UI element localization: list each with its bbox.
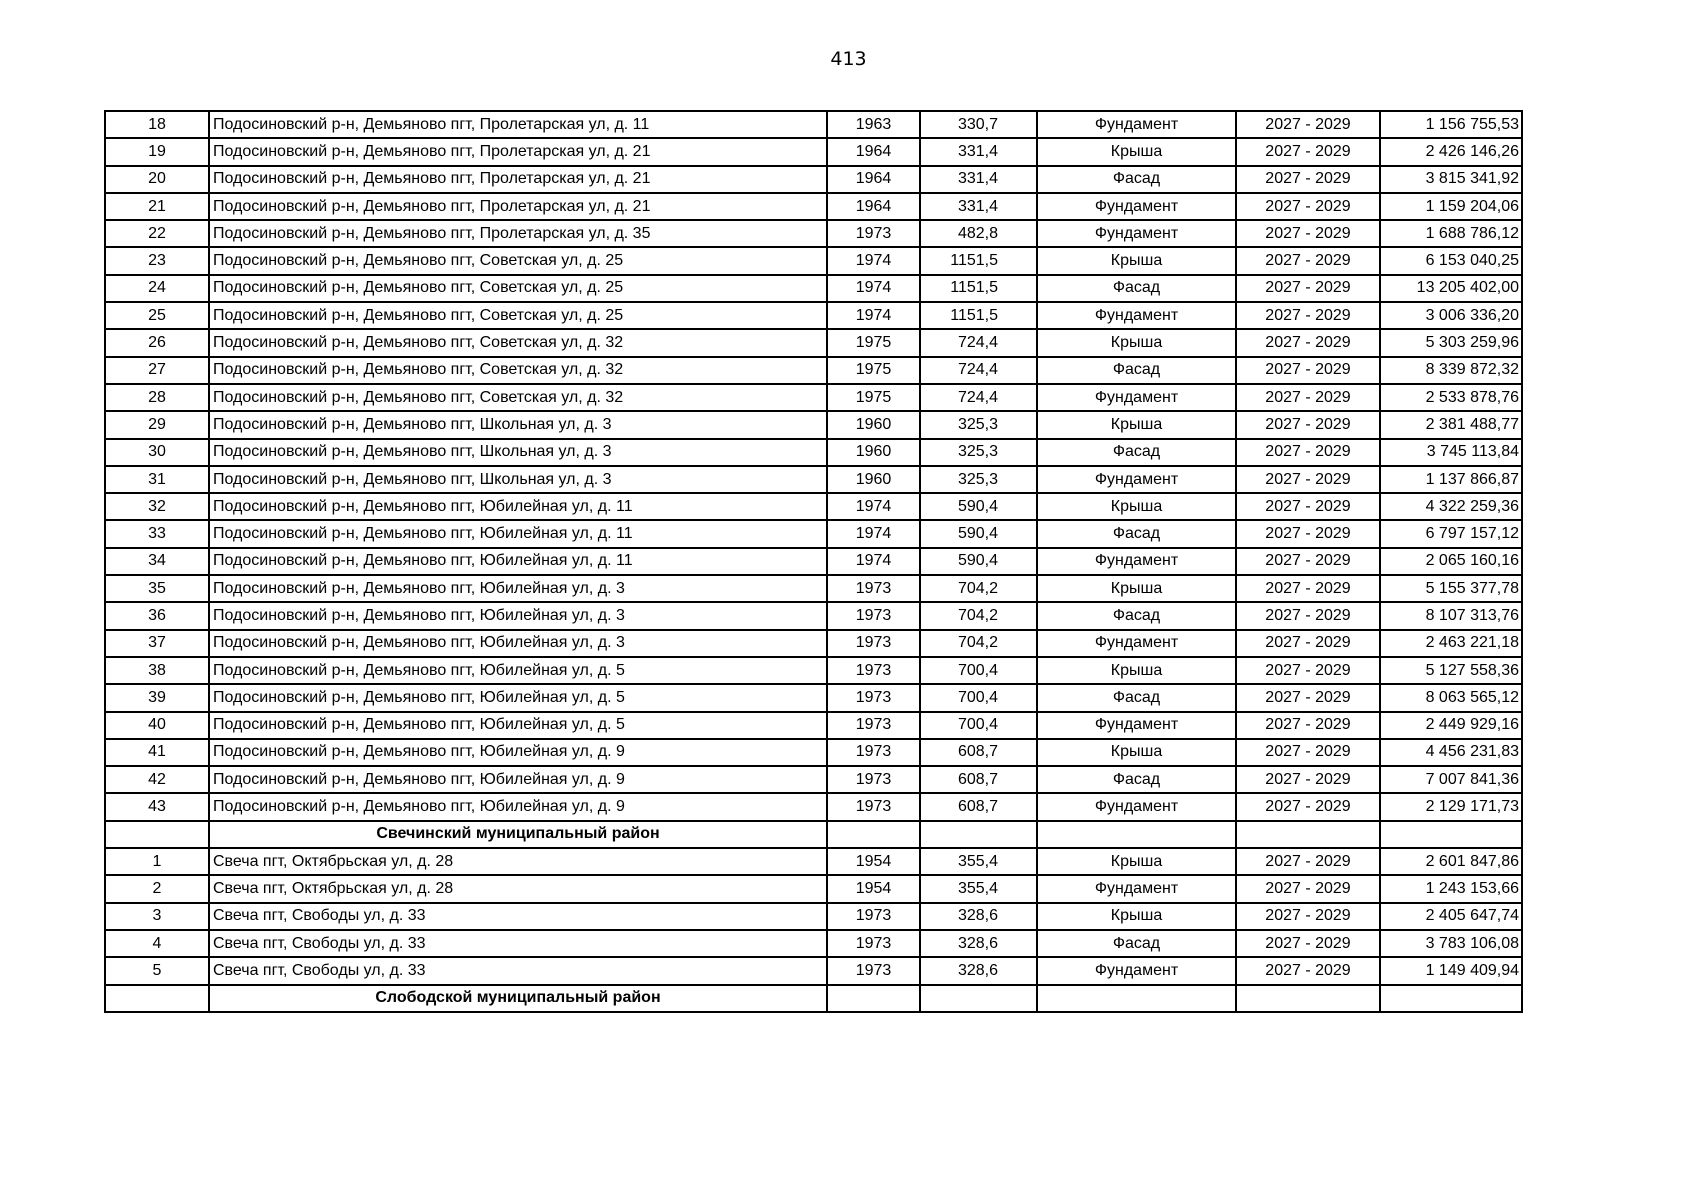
cost-cell: 3 815 341,92 (1380, 166, 1522, 193)
cost-cell: 8 339 872,32 (1380, 357, 1522, 384)
row-number-cell: 19 (105, 138, 209, 165)
address-cell: Свеча пгт, Свободы ул, д. 33 (209, 957, 827, 984)
period-cell: 2027 - 2029 (1236, 384, 1380, 411)
table-row (105, 903, 1522, 930)
year-cell: 1964 (827, 166, 920, 193)
row-number-cell: 41 (105, 739, 209, 766)
area-cell: 704,2 (920, 575, 1037, 602)
cost-cell: 6 153 040,25 (1380, 247, 1522, 274)
address-cell: Подосиновский р-н, Демьяново пгт, Юбилейная ул, д. 5 (209, 684, 827, 711)
empty-cell (920, 821, 1037, 848)
address-cell: Подосиновский р-н, Демьяново пгт, Юбилейная ул, д. 9 (209, 739, 827, 766)
period-cell: 2027 - 2029 (1236, 466, 1380, 493)
area-cell: 724,4 (920, 384, 1037, 411)
area-cell: 325,3 (920, 466, 1037, 493)
cost-cell: 1 156 755,53 (1380, 111, 1522, 138)
year-cell: 1973 (827, 220, 920, 247)
work-type-cell: Крыша (1037, 739, 1236, 766)
table-row (105, 684, 1522, 711)
empty-cell (1037, 821, 1236, 848)
period-cell: 2027 - 2029 (1236, 903, 1380, 930)
row-number-cell: 18 (105, 111, 209, 138)
cost-cell: 1 159 204,06 (1380, 193, 1522, 220)
address-cell: Подосиновский р-н, Демьяново пгт, Школьная ул, д. 3 (209, 411, 827, 438)
table-row (105, 657, 1522, 684)
address-cell: Подосиновский р-н, Демьяново пгт, Пролетарская ул, д. 11 (209, 111, 827, 138)
work-type-cell: Фасад (1037, 930, 1236, 957)
empty-cell (827, 821, 920, 848)
work-type-cell: Фундамент (1037, 384, 1236, 411)
row-number-cell: 23 (105, 247, 209, 274)
cost-cell: 3 745 113,84 (1380, 439, 1522, 466)
period-cell: 2027 - 2029 (1236, 329, 1380, 356)
year-cell: 1973 (827, 957, 920, 984)
area-cell: 330,7 (920, 111, 1037, 138)
work-type-cell: Крыша (1037, 329, 1236, 356)
address-cell: Подосиновский р-н, Демьяново пгт, Юбилейная ул, д. 5 (209, 657, 827, 684)
work-type-cell: Фасад (1037, 520, 1236, 547)
cost-cell: 5 127 558,36 (1380, 657, 1522, 684)
work-type-cell: Фасад (1037, 439, 1236, 466)
row-number-cell: 2 (105, 875, 209, 902)
cost-cell: 3 783 106,08 (1380, 930, 1522, 957)
work-type-cell: Фасад (1037, 275, 1236, 302)
row-number-cell: 39 (105, 684, 209, 711)
address-cell: Подосиновский р-н, Демьяново пгт, Юбилейная ул, д. 3 (209, 630, 827, 657)
area-cell: 328,6 (920, 930, 1037, 957)
table-row (105, 548, 1522, 575)
table-row (105, 875, 1522, 902)
area-cell: 325,3 (920, 439, 1037, 466)
work-type-cell: Фасад (1037, 166, 1236, 193)
work-type-cell: Фундамент (1037, 875, 1236, 902)
year-cell: 1973 (827, 793, 920, 820)
empty-cell (1380, 985, 1522, 1012)
cost-cell: 2 065 160,16 (1380, 548, 1522, 575)
year-cell: 1973 (827, 766, 920, 793)
row-number-cell: 33 (105, 520, 209, 547)
area-cell: 724,4 (920, 329, 1037, 356)
address-cell: Свеча пгт, Октябрьская ул, д. 28 (209, 875, 827, 902)
year-cell: 1964 (827, 193, 920, 220)
area-cell: 1151,5 (920, 275, 1037, 302)
period-cell: 2027 - 2029 (1236, 439, 1380, 466)
table-row (105, 275, 1522, 302)
district-header-row (105, 985, 1522, 1012)
area-cell: 608,7 (920, 739, 1037, 766)
row-number-cell: 1 (105, 848, 209, 875)
year-cell: 1974 (827, 247, 920, 274)
table-row (105, 411, 1522, 438)
row-number-cell: 31 (105, 466, 209, 493)
year-cell: 1974 (827, 548, 920, 575)
row-number-cell: 38 (105, 657, 209, 684)
year-cell: 1975 (827, 329, 920, 356)
page-number: 413 (830, 48, 867, 70)
area-cell: 704,2 (920, 630, 1037, 657)
area-cell: 724,4 (920, 357, 1037, 384)
table-row (105, 602, 1522, 629)
empty-cell (1380, 821, 1522, 848)
row-number-cell: 37 (105, 630, 209, 657)
table-row (105, 439, 1522, 466)
row-number-cell: 28 (105, 384, 209, 411)
cost-cell: 7 007 841,36 (1380, 766, 1522, 793)
address-cell: Подосиновский р-н, Демьяново пгт, Советская ул, д. 25 (209, 302, 827, 329)
year-cell: 1973 (827, 657, 920, 684)
work-type-cell: Фасад (1037, 684, 1236, 711)
address-cell: Подосиновский р-н, Демьяново пгт, Пролетарская ул, д. 35 (209, 220, 827, 247)
table-row (105, 111, 1522, 138)
work-type-cell: Фундамент (1037, 111, 1236, 138)
cost-cell: 2 381 488,77 (1380, 411, 1522, 438)
work-type-cell: Фундамент (1037, 630, 1236, 657)
work-type-cell: Крыша (1037, 848, 1236, 875)
period-cell: 2027 - 2029 (1236, 493, 1380, 520)
period-cell: 2027 - 2029 (1236, 930, 1380, 957)
work-type-cell: Фасад (1037, 766, 1236, 793)
table-row (105, 930, 1522, 957)
empty-cell (827, 985, 920, 1012)
table-row (105, 520, 1522, 547)
area-cell: 700,4 (920, 712, 1037, 739)
cost-cell: 1 243 153,66 (1380, 875, 1522, 902)
area-cell: 325,3 (920, 411, 1037, 438)
empty-cell (920, 985, 1037, 1012)
year-cell: 1960 (827, 466, 920, 493)
period-cell: 2027 - 2029 (1236, 957, 1380, 984)
cost-cell: 3 006 336,20 (1380, 302, 1522, 329)
cost-cell: 2 405 647,74 (1380, 903, 1522, 930)
work-type-cell: Крыша (1037, 657, 1236, 684)
period-cell: 2027 - 2029 (1236, 630, 1380, 657)
address-cell: Подосиновский р-н, Демьяново пгт, Советская ул, д. 32 (209, 384, 827, 411)
table-row (105, 493, 1522, 520)
work-type-cell: Крыша (1037, 247, 1236, 274)
period-cell: 2027 - 2029 (1236, 193, 1380, 220)
area-cell: 482,8 (920, 220, 1037, 247)
period-cell: 2027 - 2029 (1236, 302, 1380, 329)
address-cell: Свеча пгт, Свободы ул, д. 33 (209, 903, 827, 930)
row-number-cell: 20 (105, 166, 209, 193)
empty-cell (105, 985, 209, 1012)
district-name-cell: Свечинский муниципальный район (209, 821, 827, 848)
year-cell: 1974 (827, 302, 920, 329)
row-number-cell: 34 (105, 548, 209, 575)
address-cell: Подосиновский р-н, Демьяново пгт, Школьная ул, д. 3 (209, 439, 827, 466)
address-cell: Подосиновский р-н, Демьяново пгт, Советская ул, д. 25 (209, 275, 827, 302)
cost-cell: 5 155 377,78 (1380, 575, 1522, 602)
area-cell: 700,4 (920, 657, 1037, 684)
row-number-cell: 3 (105, 903, 209, 930)
year-cell: 1975 (827, 357, 920, 384)
row-number-cell: 42 (105, 766, 209, 793)
year-cell: 1973 (827, 684, 920, 711)
address-cell: Подосиновский р-н, Демьяново пгт, Юбилейная ул, д. 9 (209, 793, 827, 820)
year-cell: 1973 (827, 739, 920, 766)
area-cell: 704,2 (920, 602, 1037, 629)
cost-cell: 1 688 786,12 (1380, 220, 1522, 247)
table-row (105, 739, 1522, 766)
work-type-cell: Фундамент (1037, 302, 1236, 329)
row-number-cell: 27 (105, 357, 209, 384)
district-name-cell: Слободской муниципальный район (209, 985, 827, 1012)
table-row (105, 247, 1522, 274)
work-type-cell: Крыша (1037, 903, 1236, 930)
year-cell: 1960 (827, 411, 920, 438)
row-number-cell: 32 (105, 493, 209, 520)
address-cell: Подосиновский р-н, Демьяново пгт, Юбилейная ул, д. 11 (209, 493, 827, 520)
address-cell: Подосиновский р-н, Демьяново пгт, Пролетарская ул, д. 21 (209, 193, 827, 220)
area-cell: 590,4 (920, 548, 1037, 575)
table-row (105, 193, 1522, 220)
work-type-cell: Фасад (1037, 357, 1236, 384)
cost-cell: 2 533 878,76 (1380, 384, 1522, 411)
table-row (105, 575, 1522, 602)
table-row (105, 384, 1522, 411)
row-number-cell: 25 (105, 302, 209, 329)
address-cell: Свеча пгт, Октябрьская ул, д. 28 (209, 848, 827, 875)
year-cell: 1963 (827, 111, 920, 138)
cost-cell: 2 463 221,18 (1380, 630, 1522, 657)
table-row (105, 766, 1522, 793)
work-type-cell: Крыша (1037, 138, 1236, 165)
address-cell: Подосиновский р-н, Демьяново пгт, Юбилейная ул, д. 3 (209, 575, 827, 602)
work-type-cell: Крыша (1037, 411, 1236, 438)
row-number-cell: 40 (105, 712, 209, 739)
period-cell: 2027 - 2029 (1236, 657, 1380, 684)
work-type-cell: Фундамент (1037, 193, 1236, 220)
table-row (105, 466, 1522, 493)
year-cell: 1960 (827, 439, 920, 466)
address-cell: Подосиновский р-н, Демьяново пгт, Юбилейная ул, д. 11 (209, 520, 827, 547)
period-cell: 2027 - 2029 (1236, 739, 1380, 766)
area-cell: 608,7 (920, 766, 1037, 793)
period-cell: 2027 - 2029 (1236, 220, 1380, 247)
work-type-cell: Фундамент (1037, 793, 1236, 820)
table-row (105, 220, 1522, 247)
address-cell: Подосиновский р-н, Демьяново пгт, Пролетарская ул, д. 21 (209, 138, 827, 165)
cost-cell: 2 129 171,73 (1380, 793, 1522, 820)
table-row (105, 712, 1522, 739)
area-cell: 608,7 (920, 793, 1037, 820)
work-type-cell: Фундамент (1037, 957, 1236, 984)
table-row (105, 848, 1522, 875)
work-type-cell: Крыша (1037, 575, 1236, 602)
address-cell: Подосиновский р-н, Демьяново пгт, Советская ул, д. 32 (209, 357, 827, 384)
empty-cell (105, 821, 209, 848)
year-cell: 1973 (827, 930, 920, 957)
row-number-cell: 30 (105, 439, 209, 466)
address-cell: Подосиновский р-н, Демьяново пгт, Юбилейная ул, д. 9 (209, 766, 827, 793)
work-type-cell: Фундамент (1037, 548, 1236, 575)
period-cell: 2027 - 2029 (1236, 138, 1380, 165)
table-row (105, 302, 1522, 329)
cost-cell: 1 149 409,94 (1380, 957, 1522, 984)
period-cell: 2027 - 2029 (1236, 411, 1380, 438)
cost-cell: 2 601 847,86 (1380, 848, 1522, 875)
empty-cell (1037, 985, 1236, 1012)
row-number-cell: 4 (105, 930, 209, 957)
row-number-cell: 24 (105, 275, 209, 302)
empty-cell (1236, 821, 1380, 848)
table-row (105, 166, 1522, 193)
work-type-cell: Фундамент (1037, 466, 1236, 493)
year-cell: 1974 (827, 520, 920, 547)
period-cell: 2027 - 2029 (1236, 875, 1380, 902)
period-cell: 2027 - 2029 (1236, 275, 1380, 302)
work-type-cell: Фасад (1037, 602, 1236, 629)
cost-cell: 8 063 565,12 (1380, 684, 1522, 711)
area-cell: 1151,5 (920, 302, 1037, 329)
cost-cell: 8 107 313,76 (1380, 602, 1522, 629)
row-number-cell: 36 (105, 602, 209, 629)
area-cell: 331,4 (920, 166, 1037, 193)
row-number-cell: 5 (105, 957, 209, 984)
work-type-cell: Фундамент (1037, 220, 1236, 247)
row-number-cell: 26 (105, 329, 209, 356)
row-number-cell: 22 (105, 220, 209, 247)
period-cell: 2027 - 2029 (1236, 247, 1380, 274)
address-cell: Подосиновский р-н, Демьяново пгт, Юбилейная ул, д. 5 (209, 712, 827, 739)
period-cell: 2027 - 2029 (1236, 548, 1380, 575)
address-cell: Свеча пгт, Свободы ул, д. 33 (209, 930, 827, 957)
year-cell: 1954 (827, 848, 920, 875)
period-cell: 2027 - 2029 (1236, 712, 1380, 739)
table-row (105, 329, 1522, 356)
address-cell: Подосиновский р-н, Демьяново пгт, Юбилейная ул, д. 3 (209, 602, 827, 629)
year-cell: 1954 (827, 875, 920, 902)
year-cell: 1964 (827, 138, 920, 165)
table-row (105, 630, 1522, 657)
row-number-cell: 43 (105, 793, 209, 820)
area-cell: 328,6 (920, 903, 1037, 930)
cost-cell: 2 426 146,26 (1380, 138, 1522, 165)
year-cell: 1974 (827, 275, 920, 302)
period-cell: 2027 - 2029 (1236, 520, 1380, 547)
year-cell: 1973 (827, 712, 920, 739)
period-cell: 2027 - 2029 (1236, 848, 1380, 875)
area-cell: 331,4 (920, 193, 1037, 220)
table-body (105, 111, 1522, 1012)
area-cell: 355,4 (920, 848, 1037, 875)
work-type-cell: Фундамент (1037, 712, 1236, 739)
cost-cell: 13 205 402,00 (1380, 275, 1522, 302)
repair-schedule-table (104, 110, 1523, 1013)
area-cell: 590,4 (920, 520, 1037, 547)
row-number-cell: 21 (105, 193, 209, 220)
address-cell: Подосиновский р-н, Демьяново пгт, Пролетарская ул, д. 21 (209, 166, 827, 193)
year-cell: 1973 (827, 903, 920, 930)
period-cell: 2027 - 2029 (1236, 111, 1380, 138)
period-cell: 2027 - 2029 (1236, 166, 1380, 193)
table-row (105, 957, 1522, 984)
period-cell: 2027 - 2029 (1236, 602, 1380, 629)
area-cell: 1151,5 (920, 247, 1037, 274)
row-number-cell: 35 (105, 575, 209, 602)
address-cell: Подосиновский р-н, Демьяново пгт, Советская ул, д. 25 (209, 247, 827, 274)
cost-cell: 6 797 157,12 (1380, 520, 1522, 547)
cost-cell: 5 303 259,96 (1380, 329, 1522, 356)
cost-cell: 2 449 929,16 (1380, 712, 1522, 739)
row-number-cell: 29 (105, 411, 209, 438)
area-cell: 328,6 (920, 957, 1037, 984)
table-row (105, 357, 1522, 384)
address-cell: Подосиновский р-н, Демьяново пгт, Школьная ул, д. 3 (209, 466, 827, 493)
year-cell: 1973 (827, 575, 920, 602)
year-cell: 1975 (827, 384, 920, 411)
empty-cell (1236, 985, 1380, 1012)
period-cell: 2027 - 2029 (1236, 357, 1380, 384)
address-cell: Подосиновский р-н, Демьяново пгт, Юбилейная ул, д. 11 (209, 548, 827, 575)
work-type-cell: Крыша (1037, 493, 1236, 520)
year-cell: 1974 (827, 493, 920, 520)
table-row (105, 138, 1522, 165)
period-cell: 2027 - 2029 (1236, 684, 1380, 711)
period-cell: 2027 - 2029 (1236, 766, 1380, 793)
period-cell: 2027 - 2029 (1236, 793, 1380, 820)
area-cell: 700,4 (920, 684, 1037, 711)
area-cell: 590,4 (920, 493, 1037, 520)
cost-cell: 4 456 231,83 (1380, 739, 1522, 766)
area-cell: 331,4 (920, 138, 1037, 165)
area-cell: 355,4 (920, 875, 1037, 902)
period-cell: 2027 - 2029 (1236, 575, 1380, 602)
table-row (105, 793, 1522, 820)
address-cell: Подосиновский р-н, Демьяново пгт, Советская ул, д. 32 (209, 329, 827, 356)
district-header-row (105, 821, 1522, 848)
cost-cell: 4 322 259,36 (1380, 493, 1522, 520)
year-cell: 1973 (827, 602, 920, 629)
year-cell: 1973 (827, 630, 920, 657)
cost-cell: 1 137 866,87 (1380, 466, 1522, 493)
